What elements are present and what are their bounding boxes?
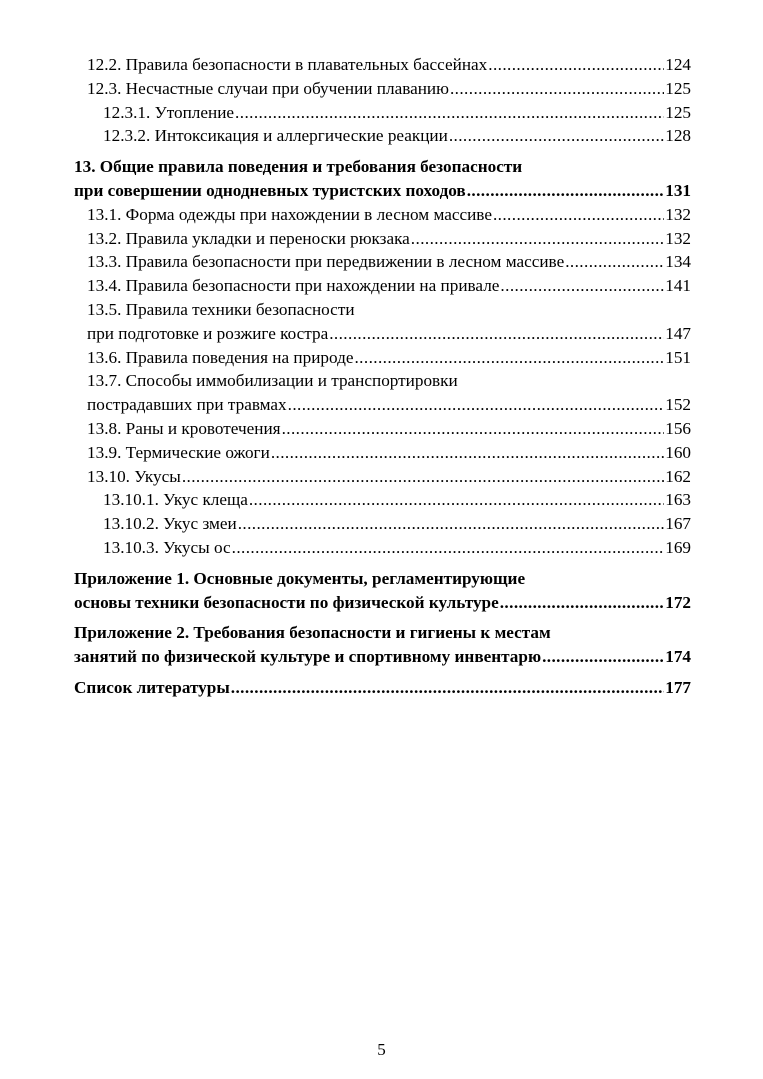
toc-entry-page: 156 bbox=[665, 418, 691, 438]
toc-entry-title: занятий по физической культуре и спортивному инвентарю bbox=[74, 647, 542, 667]
toc-entry-title: 13.1. Форма одежды при нахождении в лесном массиве bbox=[87, 204, 492, 224]
toc-entry-12-3-1[interactable] bbox=[74, 101, 691, 125]
toc-entry-13-6[interactable] bbox=[74, 346, 691, 370]
toc-entry-page: 152 bbox=[665, 395, 691, 415]
toc-entry-page: 128 bbox=[665, 126, 691, 146]
toc-entry-13-4[interactable] bbox=[74, 274, 691, 298]
toc-entry-page: 124 bbox=[665, 55, 691, 74]
toc-entry-13-9[interactable] bbox=[74, 441, 691, 465]
toc-appendix-1[interactable] bbox=[74, 591, 691, 615]
toc-entry-title: 12.3.2. Интоксикация и аллергические реакции bbox=[103, 126, 448, 146]
toc-entry-page: 125 bbox=[665, 102, 691, 122]
toc-entry-title: 13.3. Правила безопасности при передвижении в лесном массиве bbox=[87, 252, 565, 272]
toc-entry-page: 147 bbox=[665, 323, 691, 343]
toc-entry-title: 13.10.1. Укус клеща bbox=[103, 490, 248, 510]
toc-appendix-1-line1[interactable]: Приложение 1. Основные документы, регламентирующие bbox=[74, 568, 526, 588]
toc-entry-title: 13.4. Правила безопасности при нахождении на привале bbox=[87, 276, 500, 296]
toc-entry-title: 12.3. Несчастные случаи при обучении плаванию bbox=[87, 78, 449, 98]
toc-entry-title: основы техники безопасности по физической культуре bbox=[74, 592, 499, 612]
toc-entry-page: 172 bbox=[665, 592, 691, 612]
table-of-contents bbox=[74, 53, 691, 700]
toc-entry-page: 174 bbox=[665, 647, 691, 667]
toc-entry-title: 12.3.1. Утопление bbox=[103, 102, 235, 122]
toc-entry-13-10-2[interactable] bbox=[74, 512, 691, 536]
page-number: 5 bbox=[377, 1040, 386, 1059]
toc-entry-page: 177 bbox=[665, 677, 691, 697]
toc-entry-13-2[interactable] bbox=[74, 227, 691, 251]
toc-entry-13-5[interactable] bbox=[74, 322, 691, 346]
toc-entry-13-3[interactable] bbox=[74, 250, 691, 274]
toc-section-13[interactable] bbox=[74, 179, 691, 203]
toc-entry-title: 13.10.3. Укусы ос bbox=[103, 537, 231, 557]
toc-entry-12-3-2[interactable] bbox=[74, 124, 691, 148]
toc-entry-page: 169 bbox=[665, 537, 691, 557]
toc-entry-page: 162 bbox=[665, 466, 691, 486]
toc-entry-12-3[interactable] bbox=[74, 77, 691, 101]
toc-entry-12-2[interactable] bbox=[74, 53, 691, 77]
toc-entry-page: 160 bbox=[665, 442, 691, 462]
toc-entry-13-7-line1[interactable]: 13.7. Способы иммобилизации и транспортировки bbox=[87, 371, 458, 391]
toc-entry-13-5-line1[interactable]: 13.5. Правила техники безопасности bbox=[87, 299, 355, 319]
toc-appendix-2-line1[interactable]: Приложение 2. Требования безопасности и гигиены к местам bbox=[74, 623, 551, 643]
toc-appendix-2[interactable] bbox=[74, 645, 691, 669]
toc-entry-title: 12.2. Правила безопасности в плавательных бассейнах bbox=[87, 55, 488, 74]
toc-references[interactable] bbox=[74, 676, 691, 700]
toc-entry-title: 13.2. Правила укладки и переноски рюкзака bbox=[87, 228, 410, 248]
toc-entry-13-8[interactable] bbox=[74, 417, 691, 441]
toc-entry-page: 132 bbox=[665, 204, 691, 224]
toc-entry-title: 13.10.2. Укус змеи bbox=[103, 514, 237, 534]
toc-entry-title: 13.10. Укусы bbox=[87, 466, 181, 486]
toc-entry-title: при подготовке и розжиге костра bbox=[87, 323, 329, 343]
toc-entry-13-10-3[interactable] bbox=[74, 536, 691, 560]
toc-entry-page: 125 bbox=[665, 78, 691, 98]
toc-entry-title: Список литературы bbox=[74, 677, 230, 697]
toc-section-13-line1[interactable]: 13. Общие правила поведения и требования безопасности bbox=[74, 157, 523, 177]
toc-entry-title: 13.9. Термические ожоги bbox=[87, 442, 270, 462]
toc-entry-page: 141 bbox=[665, 276, 691, 296]
toc-entry-page: 151 bbox=[665, 347, 691, 367]
toc-entry-page: 167 bbox=[665, 514, 691, 534]
toc-entry-title: при совершении однодневных туристских походов bbox=[74, 180, 466, 200]
toc-entry-page: 134 bbox=[665, 252, 691, 272]
toc-entry-title: 13.8. Раны и кровотечения bbox=[87, 418, 281, 438]
toc-entry-13-7[interactable] bbox=[74, 393, 691, 417]
toc-entry-page: 163 bbox=[665, 490, 691, 510]
toc-entry-13-10-1[interactable] bbox=[74, 488, 691, 512]
toc-entry-13-10[interactable] bbox=[74, 465, 691, 489]
toc-entry-page: 132 bbox=[665, 228, 691, 248]
toc-entry-title: 13.6. Правила поведения на природе bbox=[87, 347, 354, 367]
toc-entry-title: пострадавших при травмах bbox=[87, 395, 287, 415]
toc-entry-13-1[interactable] bbox=[74, 203, 691, 227]
toc-entry-page: 131 bbox=[665, 180, 691, 200]
